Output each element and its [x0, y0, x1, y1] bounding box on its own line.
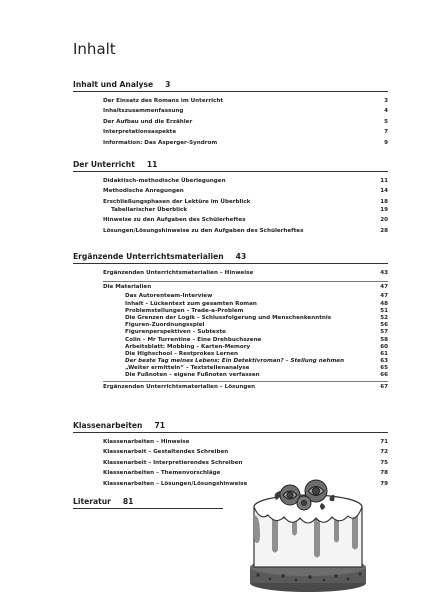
toc-entry-page: 9 [384, 139, 388, 146]
toc-entry-title: Arbeitsblatt: Mobbing – Karten-Memory [125, 343, 251, 350]
toc-entry-title: Der Aufbau und die Erzähler [103, 118, 193, 125]
toc-entry-page: 56 [380, 322, 388, 329]
toc-entry-page: 71 [380, 439, 388, 445]
toc-entry[interactable] [73, 129, 388, 139]
toc-subentry[interactable] [73, 358, 388, 365]
toc-entry-title: Klassenarbeiten – Themenvorschläge [103, 470, 221, 477]
toc-entry-page: 48 [380, 300, 388, 307]
toc-entry-title: Klassenarbeit – Interpretierendes Schreiben [103, 459, 243, 466]
toc-entry-title: Klassenarbeiten – Lösungen/Lösungshinweise [103, 480, 248, 487]
section-page: 71 [154, 421, 166, 430]
page-title: Inhalt [73, 40, 116, 58]
toc-entry-page: 79 [380, 480, 388, 487]
toc-entry-title: Die Grenzen der Logik – Schlussfolgerung und Menschenkenntnis [125, 314, 332, 321]
toc-subentry[interactable] [73, 365, 388, 372]
toc-entry-title: Colin – Mr Turrentine – Eine Drehbuchszene [125, 336, 262, 343]
toc-entry-title: Ergänzenden Unterrichtsmaterialien – Hinweise [103, 270, 254, 276]
toc-entry[interactable] [73, 119, 388, 129]
toc-section-inhalt-und-analyse [73, 80, 388, 150]
toc-entry-page: 47 [380, 293, 388, 300]
toc-entry-title: Die Fußnoten – eigene Fußnoten verfassen [125, 372, 260, 379]
toc-entry-page: 3 [384, 98, 388, 104]
section-page: 43 [235, 252, 247, 261]
section-heading[interactable] [73, 421, 388, 433]
section-heading[interactable] [73, 80, 388, 92]
toc-entry[interactable] [73, 108, 388, 118]
toc-subentry[interactable] [73, 351, 388, 358]
toc-entry-page: 19 [380, 206, 388, 213]
toc-entry-title: Der beste Tag meines Lebens: Ein Detektivroman? – Stellung nehmen [125, 358, 345, 365]
toc-entry-page: 51 [380, 307, 388, 314]
toc-subentry[interactable] [73, 329, 388, 336]
toc-subentry[interactable] [73, 207, 388, 217]
toc-entry[interactable] [73, 199, 388, 207]
section-heading[interactable] [73, 160, 388, 172]
toc-subentry[interactable] [73, 308, 388, 315]
toc-entry-page: 43 [380, 270, 388, 276]
toc-entry-page: 28 [380, 227, 388, 234]
section-page: 81 [122, 497, 134, 506]
toc-entry[interactable] [73, 188, 388, 198]
toc-entry-title: Die Highschool – Restprokes Lernen [125, 350, 239, 357]
section-title: Klassenarbeiten [73, 421, 143, 430]
toc-subentry[interactable] [73, 337, 388, 344]
toc-entry-title: Figurenperspektiven – Subtexte [125, 329, 226, 336]
toc-subentry[interactable] [73, 293, 388, 300]
toc-entry-page: 65 [380, 365, 388, 372]
toc-entry-page: 57 [380, 329, 388, 336]
toc-section-ergaenzende-materialien [73, 252, 388, 394]
toc-entry-title: Hinweise zu den Aufgaben des Schülerheftes [103, 217, 246, 224]
section-heading[interactable] [73, 252, 388, 264]
toc-entry-page: 18 [380, 198, 388, 205]
toc-entry-title: Methodische Anregungen [103, 188, 184, 195]
section-page: 3 [165, 80, 171, 89]
toc-entry-title: Die Materialien [103, 284, 152, 291]
section-page: 11 [146, 160, 158, 169]
toc-entry-page: 60 [380, 343, 388, 350]
toc-entry-page: 61 [380, 350, 388, 357]
section-title: Ergänzende Unterrichtsmaterialien [73, 252, 224, 261]
toc-entry[interactable] [73, 270, 388, 280]
toc-entry-page: 63 [380, 358, 388, 365]
toc-entry-title: „Weiter ermitteln“ – Textstellenanalyse [125, 365, 250, 372]
toc-subentry[interactable] [73, 301, 388, 308]
section-title: Der Unterricht [73, 160, 135, 169]
toc-entry-title: Inhalt – Lückentext zum gesamten Roman [125, 300, 257, 307]
toc-entry[interactable] [73, 178, 388, 188]
toc-entry-page: 20 [380, 217, 388, 224]
toc-entry-page: 4 [384, 108, 388, 115]
toc-subentry[interactable] [73, 322, 388, 329]
toc-section-der-unterricht [73, 160, 388, 238]
toc-entry-title: Tabellarischer Überblick [111, 206, 188, 213]
toc-section-literatur [73, 497, 223, 509]
toc-entry[interactable] [73, 384, 388, 394]
toc-entry-page: 14 [380, 188, 388, 195]
toc-entry[interactable] [73, 140, 388, 150]
toc-entry-title: Didaktisch-methodische Überlegungen [103, 178, 226, 184]
toc-entry-title: Inhaltszusammenfassung [103, 108, 184, 115]
toc-entry-page: 7 [384, 129, 388, 136]
toc-entry-title: Figuren-Zuordnungsspiel [125, 322, 205, 329]
section-heading[interactable] [73, 497, 223, 509]
toc-subentry[interactable] [73, 372, 388, 379]
toc-entry[interactable] [73, 98, 388, 108]
toc-entry-title: Problemstellungen – Trade-a-Problem [125, 307, 244, 314]
toc-entry-title: Das Autorenteam-Interview [125, 293, 213, 300]
toc-entry-page: 72 [380, 449, 388, 456]
cake-icon [238, 445, 378, 595]
toc-entry[interactable] [73, 284, 388, 293]
section-title: Inhalt und Analyse [73, 80, 154, 89]
toc-entry-title: Information: Das Asperger-Syndrom [103, 139, 218, 146]
toc-entry-title: Der Einsatz des Romans im Unterricht [103, 98, 224, 104]
toc-entry-title: Ergänzenden Unterrichtsmaterialien – Lösungen [103, 383, 256, 390]
toc-entry-page: 58 [380, 336, 388, 343]
toc-entry-page: 11 [380, 178, 388, 184]
toc-entry[interactable] [73, 217, 388, 227]
toc-entry-title: Klassenarbeit – Gestaltendes Schreiben [103, 449, 229, 456]
toc-entry-page: 66 [380, 372, 388, 379]
toc-entry-title: Lösungen/Lösungshinweise zu den Aufgaben des Schülerheftes [103, 227, 304, 234]
toc-subentry[interactable] [73, 315, 388, 322]
toc-entry-page: 5 [384, 118, 388, 125]
toc-entry-title: Interpretationsaspekte [103, 129, 177, 136]
toc-entry-page: 75 [380, 459, 388, 466]
toc-subentry[interactable] [73, 344, 388, 351]
toc-entry-page: 47 [380, 284, 388, 291]
section-title: Literatur [73, 497, 111, 506]
toc-entry-page: 52 [380, 314, 388, 321]
toc-entry-page: 78 [380, 470, 388, 477]
toc-entry-page: 67 [380, 383, 388, 390]
divider [103, 281, 388, 282]
divider [103, 381, 388, 382]
toc-entry-title: Klassenarbeiten – Hinweise [103, 439, 190, 445]
toc-entry[interactable] [73, 228, 388, 238]
toc-entry-title: Erschließungsphasen der Lektüre im Überblick [103, 198, 251, 205]
